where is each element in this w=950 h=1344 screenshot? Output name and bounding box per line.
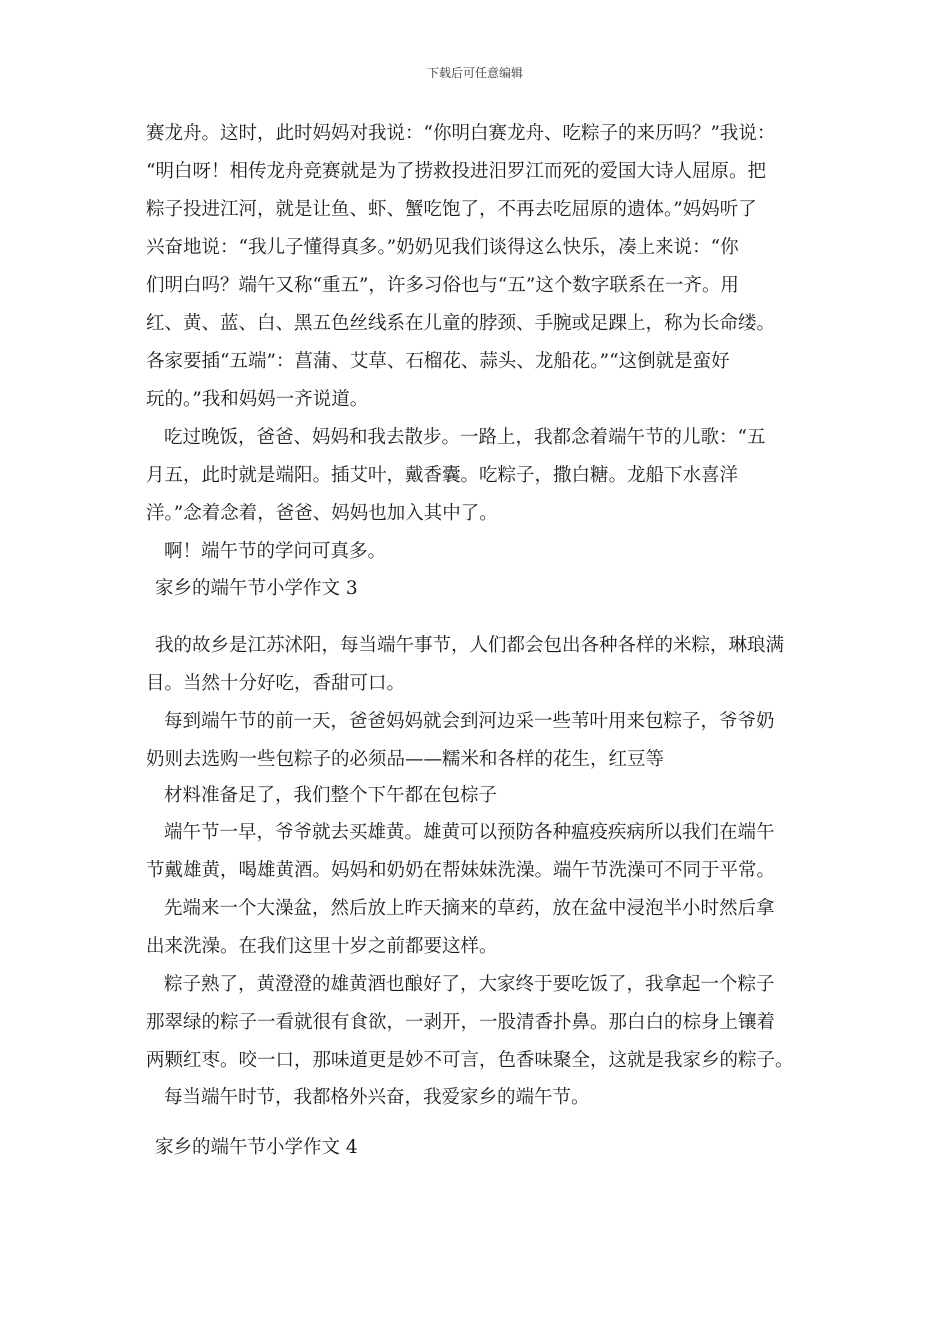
paragraph-line: 目。当然十分好吃，香甜可口。 <box>146 673 406 694</box>
paragraph-line: “明白呀！相传龙舟竞赛就是为了捞救投进汨罗江而死的爱国大诗人屈原。把 <box>146 161 766 182</box>
paragraph-line: 月五，此时就是端阳。插艾叶，戴香囊。吃粽子，撒白糖。龙船下水喜洋 <box>146 465 739 486</box>
paragraph-line: 各家要插“五端”：菖蒲、艾草、石榴花、蒜头、龙船花。”“这倒就是蛮好 <box>146 351 730 372</box>
paragraph-line: 先端来一个大澡盆，然后放上昨天摘来的草药，放在盆中浸泡半小时然后拿 <box>164 898 775 919</box>
section-heading: 家乡的端午节小学作文 3 <box>155 578 358 599</box>
paragraph-line: 赛龙舟。这时，此时妈妈对我说：“你明白赛龙舟、吃粽子的来历吗？”我说： <box>146 123 776 144</box>
paragraph-line: 兴奋地说：“我儿子懂得真多。”奶奶见我们谈得这么快乐，凑上来说：“你 <box>146 237 739 258</box>
page-header: 下载后可任意编辑 <box>426 66 523 80</box>
paragraph-line: 玩的。”我和妈妈一齐说道。 <box>146 389 369 410</box>
paragraph-line: 端午节一早，爷爷就去买雄黄。雄黄可以预防各种瘟疫疾病所以我们在端午 <box>164 822 775 843</box>
paragraph-line: 出来洗澡。在我们这里十岁之前都要这样。 <box>146 936 498 957</box>
paragraph-line: 们明白吗？端午又称“重五”，许多习俗也与“五”这个数字联系在一齐。用 <box>146 275 739 296</box>
paragraph-line: 两颗红枣。咬一口，那味道更是妙不可言，色香味聚全，这就是我家乡的粽子。 <box>146 1050 794 1071</box>
paragraph-line: 节戴雄黄，喝雄黄酒。妈妈和奶奶在帮妹妹洗澡。端午节洗澡可不同于平常。 <box>146 860 776 881</box>
paragraph-line: 啊！端午节的学问可真多。 <box>164 541 387 562</box>
paragraph-line: 我的故乡是江苏沭阳，每当端午事节，人们都会包出各种各样的米粽，琳琅满 <box>155 635 785 656</box>
paragraph-line: 粽子熟了，黄澄澄的雄黄酒也酿好了，大家终于要吃饭了，我拿起一个粽子 <box>164 974 775 995</box>
paragraph-line: 粽子投进江河，就是让鱼、虾、蟹吃饱了，不再去吃屈原的遗体。”妈妈听了 <box>146 199 757 220</box>
paragraph-line: 那翠绿的粽子一看就很有食欲，一剥开，一股清香扑鼻。那白白的棕身上镶着 <box>146 1012 776 1033</box>
paragraph-line: 每当端午时节，我都格外兴奋，我爱家乡的端午节。 <box>164 1087 590 1108</box>
paragraph-line: 材料准备足了，我们整个下午都在包棕子 <box>164 785 498 806</box>
paragraph-line: 吃过晚饭，爸爸、妈妈和我去散步。一路上，我都念着端午节的儿歌：“五 <box>164 427 766 448</box>
paragraph-line: 奶则去选购一些包粽子的必须品——糯米和各样的花生，红豆等 <box>146 749 665 770</box>
paragraph-line: 红、黄、蓝、白、黑五色丝线系在儿童的脖颈、手腕或足踝上，称为长命缕。 <box>146 313 776 334</box>
paragraph-line: 每到端午节的前一天，爸爸妈妈就会到河边采一些苇叶用来包粽子，爷爷奶 <box>164 711 775 732</box>
paragraph-line: 洋。”念着念着，爸爸、妈妈也加入其中了。 <box>146 503 498 524</box>
section-heading: 家乡的端午节小学作文 4 <box>155 1137 358 1158</box>
